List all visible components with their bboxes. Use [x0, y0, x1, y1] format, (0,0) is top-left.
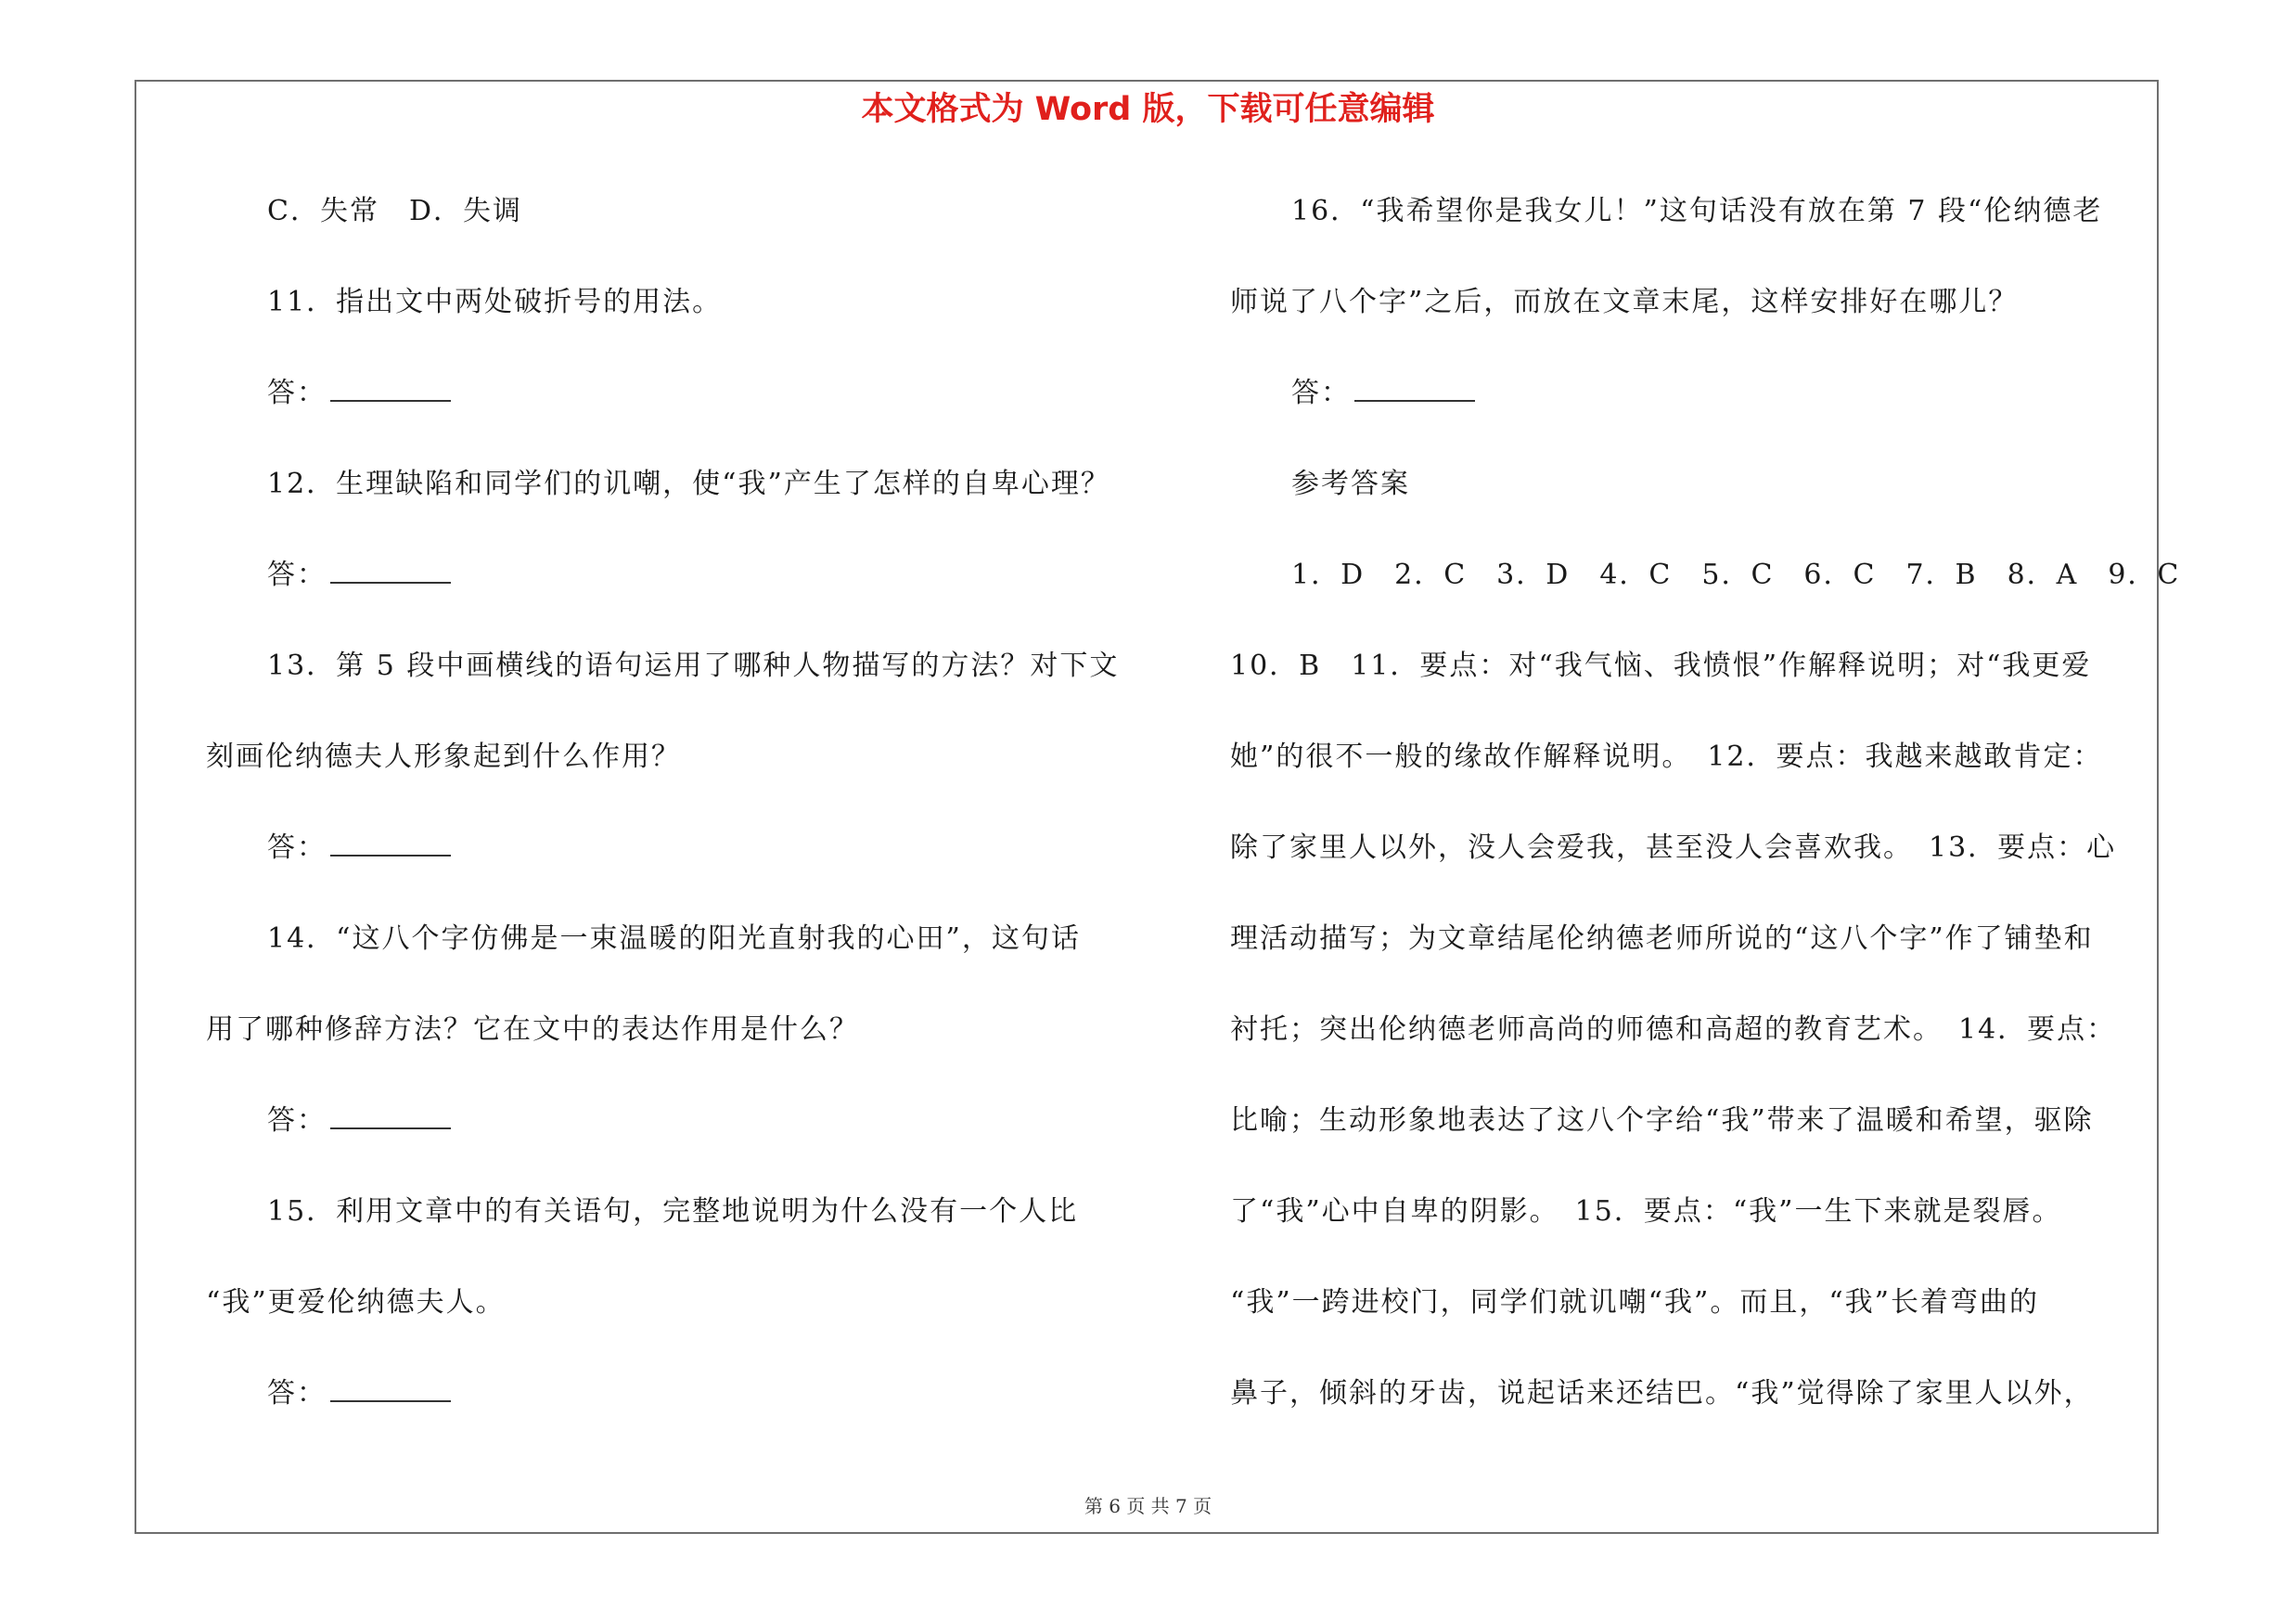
answer-blank: [330, 1376, 451, 1402]
page-number-footer: 第 6 页 共 7 页: [1084, 1495, 1212, 1517]
answer-key-line: 除了家里人以外，没人会爱我，甚至没人会喜欢我。 13．要点：心: [1230, 831, 2117, 864]
answer-line-14: [267, 1102, 451, 1140]
question-16: 16．“我希望你是我女儿！”这句话没有放在第 7 段“伦纳德老: [1291, 195, 2103, 227]
answer-label: 答：: [267, 559, 327, 591]
question-14-continued: 用了哪种修辞方法？它在文中的表达作用是什么？: [206, 1013, 859, 1046]
answer-key-line: 鼻子，倾斜的牙齿，说起话来还结巴。“我”觉得除了家里人以外，: [1230, 1377, 2094, 1410]
answer-line-15: [267, 1375, 451, 1412]
answer-blank: [330, 831, 451, 857]
answer-line-13: [267, 830, 451, 867]
format-notice-banner: 本文格式为 Word 版，下载可任意编辑: [861, 91, 1435, 128]
answer-label: 答：: [1291, 377, 1351, 409]
answer-key-line: “我”一跨进校门，同学们就讥嘲“我”。而且，“我”长着弯曲的: [1230, 1286, 2040, 1319]
answer-blank: [330, 558, 451, 584]
answer-label: 答：: [267, 377, 327, 409]
answer-key-line: 1．D 2．C 3．D 4．C 5．C 6．C 7．B 8．A 9．C: [1291, 559, 2181, 591]
question-13-continued: 刻画伦纳德夫人形象起到什么作用？: [206, 741, 681, 773]
answer-label: 答：: [267, 831, 327, 864]
answer-blank: [330, 376, 451, 402]
answer-label: 答：: [267, 1104, 327, 1137]
answer-blank: [1354, 376, 1475, 402]
reference-answers-heading: 参考答案: [1291, 468, 1410, 500]
question-15-continued: “我”更爱伦纳德夫人。: [206, 1286, 506, 1319]
question-16-continued: 师说了八个字”之后，而放在文章末尾，这样安排好在哪儿？: [1230, 286, 2019, 318]
answer-blank: [330, 1103, 451, 1129]
answer-key-line: 她”的很不一般的缘故作解释说明。 12．要点：我越来越敢肯定：: [1230, 741, 2103, 773]
answer-label: 答：: [267, 1377, 327, 1410]
question-15: 15．利用文章中的有关语句，完整地说明为什么没有一个人比: [267, 1195, 1079, 1228]
answer-key-line: 10．B 11．要点：对“我气恼、我愤恨”作解释说明；对“我更爱: [1230, 650, 2092, 682]
question-13: 13．第 5 段中画横线的语句运用了哪种人物描写的方法？对下文: [267, 650, 1120, 682]
option-line: C．失常 D．失调: [267, 195, 523, 227]
answer-line-12: [267, 557, 451, 594]
question-11: 11．指出文中两处破折号的用法。: [267, 286, 723, 318]
answer-key-line: 比喻；生动形象地表达了这八个字给“我”带来了温暖和希望，驱除: [1230, 1104, 2094, 1137]
answer-line-11: [267, 375, 451, 412]
answer-key-line: 衬托；突出伦纳德老师高尚的师德和高超的教育艺术。 14．要点：: [1230, 1013, 2117, 1046]
answer-key-line: 理活动描写；为文章结尾伦纳德老师所说的“这八个字”作了铺垫和: [1230, 922, 2094, 955]
answer-line-16: [1291, 375, 1475, 412]
question-12: 12．生理缺陷和同学们的讥嘲，使“我”产生了怎样的自卑心理？: [267, 468, 1110, 500]
answer-key-line: 了“我”心中自卑的阴影。 15．要点：“我”一生下来就是裂唇。: [1230, 1195, 2062, 1228]
question-14: 14．“这八个字仿佛是一束温暖的阳光直射我的心田”，这句话: [267, 922, 1081, 955]
